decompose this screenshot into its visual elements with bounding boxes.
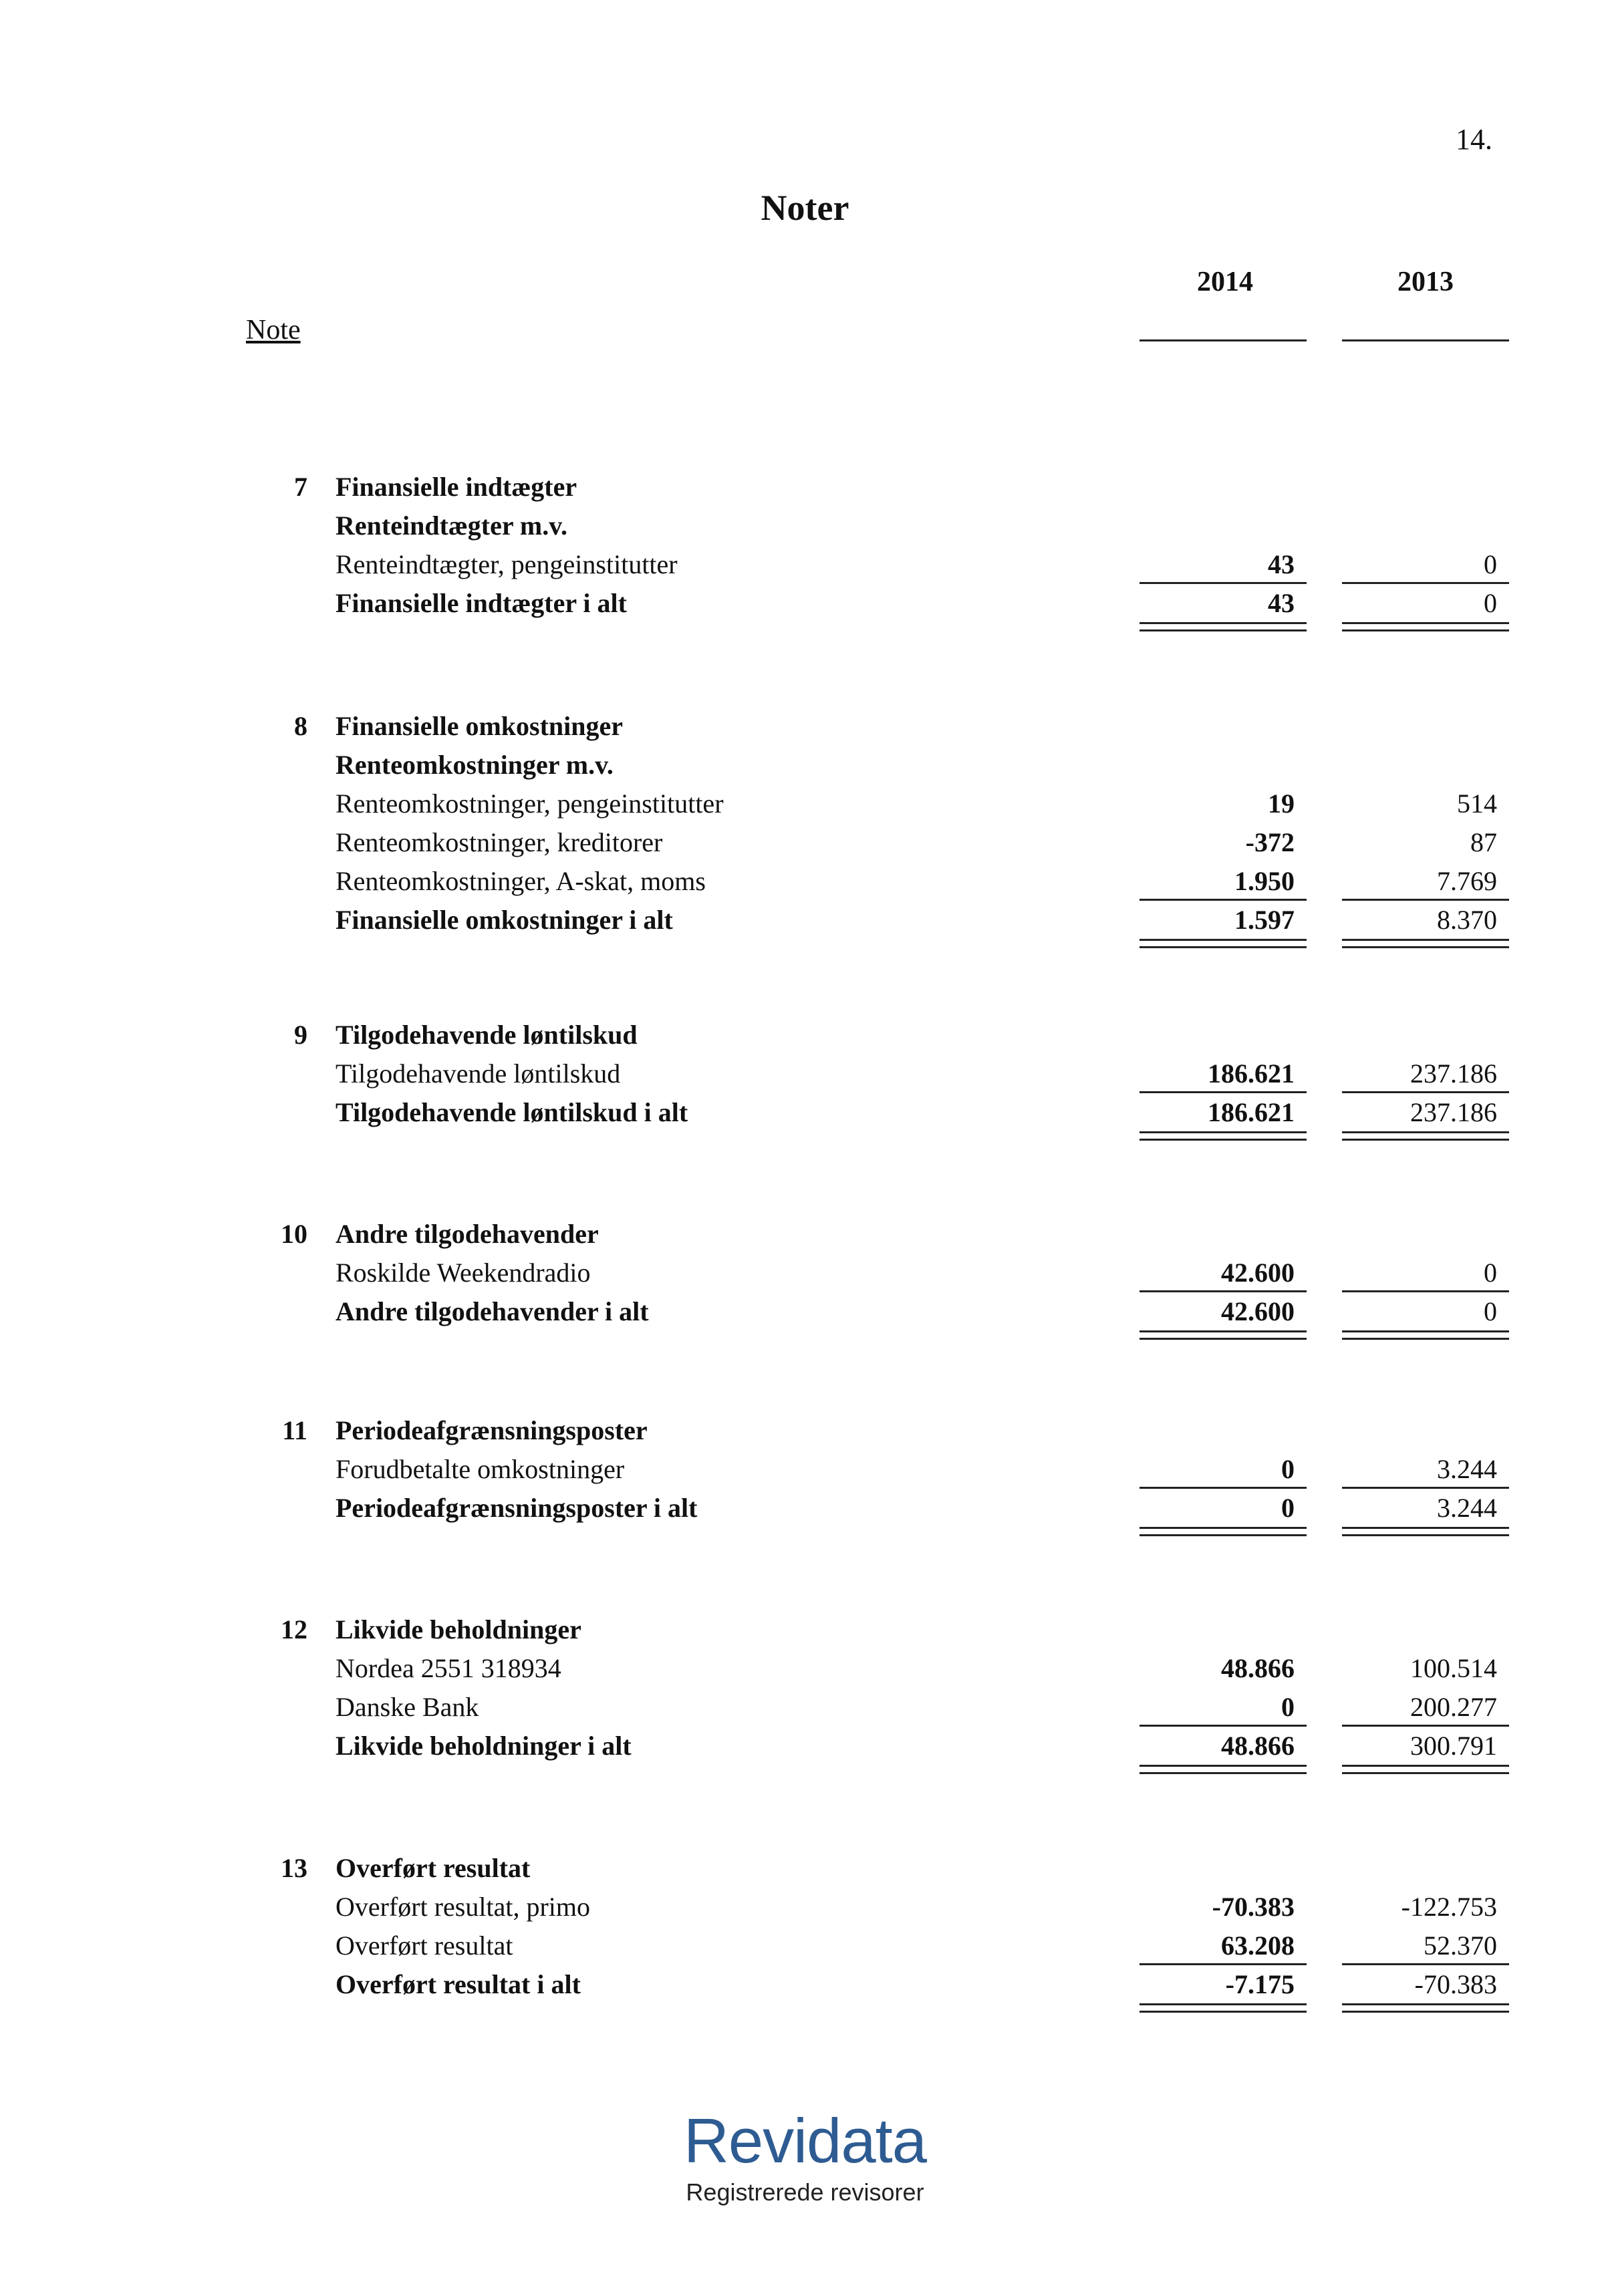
subtotal-rule-2014 xyxy=(1139,1487,1307,1489)
value-2014-text: 19 xyxy=(1268,788,1295,819)
value-2014 xyxy=(1139,510,1307,541)
value-2013-text: 0 xyxy=(1484,588,1497,618)
note-title: Likvide beholdninger xyxy=(336,1614,581,1644)
table-row xyxy=(0,1891,1610,1930)
row-label: Nordea 2551 318934 xyxy=(336,1653,561,1683)
value-2014 xyxy=(1139,1453,1307,1485)
note-column-header: Note xyxy=(246,315,301,345)
row-label: Renteomkostninger m.v. xyxy=(336,750,614,780)
row-label: Forudbetalte omkostninger xyxy=(336,1454,625,1484)
value-2013 xyxy=(1342,549,1509,580)
note-number: 10 xyxy=(281,1219,307,1249)
value-2013-text: 3.244 xyxy=(1437,1493,1497,1523)
value-2014-text: 48.866 xyxy=(1221,1731,1295,1761)
value-2013 xyxy=(1342,1730,1509,1761)
value-2014 xyxy=(1139,1296,1307,1327)
row-label: Renteomkostninger, kreditorer xyxy=(336,827,663,857)
total-rule-2013 xyxy=(1342,1527,1509,1536)
value-2013 xyxy=(1342,904,1509,936)
total-rule-2013 xyxy=(1342,622,1509,631)
table-row xyxy=(0,1730,1610,1769)
subtotal-rule-2014 xyxy=(1139,899,1307,901)
total-rule-2013 xyxy=(1342,1330,1509,1340)
value-2014-text: -70.383 xyxy=(1212,1892,1295,1922)
value-2013-text: 300.791 xyxy=(1410,1731,1497,1761)
value-2013-text: 237.186 xyxy=(1410,1097,1497,1127)
logo-wordmark: Revidata xyxy=(684,2106,926,2176)
value-2014-text: 186.621 xyxy=(1208,1097,1295,1127)
total-rule-2014 xyxy=(1139,622,1307,631)
note-number: 7 xyxy=(294,472,307,502)
value-2013 xyxy=(1342,1930,1509,1961)
value-2013-text: 514 xyxy=(1457,788,1497,819)
value-2014-text: -7.175 xyxy=(1225,1969,1295,1999)
total-rule-2013 xyxy=(1342,1765,1509,1774)
row-label: Finansielle indtægter i alt xyxy=(336,588,627,618)
value-2014 xyxy=(1139,549,1307,580)
subtotal-rule-2013 xyxy=(1342,1963,1509,1965)
note-title: Finansielle indtægter xyxy=(336,472,577,502)
value-2014-text: 0 xyxy=(1281,1493,1295,1523)
value-2014 xyxy=(1139,788,1307,819)
note-title: Tilgodehavende løntilskud xyxy=(336,1020,638,1050)
logo-tagline: Registrerede revisorer xyxy=(686,2178,924,2206)
row-label: Renteindtægter, pengeinstitutter xyxy=(336,549,678,579)
value-2013 xyxy=(1342,749,1509,780)
note-title: Andre tilgodehavender xyxy=(336,1219,599,1249)
table-row xyxy=(0,1296,1610,1334)
value-2014 xyxy=(1139,587,1307,619)
note-number: 13 xyxy=(281,1853,307,1883)
subtotal-rule-2014 xyxy=(1139,1290,1307,1292)
value-2014 xyxy=(1139,827,1307,858)
value-2013 xyxy=(1342,1453,1509,1485)
note-number: 11 xyxy=(282,1415,307,1445)
subtotal-rule-2013 xyxy=(1342,1091,1509,1093)
value-2014-text: 0 xyxy=(1281,1454,1295,1484)
row-label: Tilgodehavende løntilskud xyxy=(336,1058,621,1089)
value-2014-text: 43 xyxy=(1268,549,1295,579)
value-2014 xyxy=(1139,1891,1307,1922)
header-rule-2014 xyxy=(1139,339,1307,341)
row-label: Overført resultat, primo xyxy=(336,1892,590,1922)
row-label: Andre tilgodehavender i alt xyxy=(336,1296,649,1326)
value-2013 xyxy=(1342,587,1509,619)
value-2013 xyxy=(1342,1257,1509,1288)
table-row xyxy=(0,510,1610,549)
table-row xyxy=(0,1969,1610,2007)
row-label: Finansielle omkostninger i alt xyxy=(336,905,673,935)
value-2013 xyxy=(1342,510,1509,541)
table-row xyxy=(0,904,1610,943)
value-2014 xyxy=(1139,865,1307,897)
value-2013 xyxy=(1342,1653,1509,1684)
value-2014-text: 42.600 xyxy=(1221,1296,1295,1326)
total-rule-2013 xyxy=(1342,939,1509,948)
value-2014 xyxy=(1139,904,1307,936)
total-rule-2013 xyxy=(1342,2003,1509,2013)
value-2013 xyxy=(1342,788,1509,819)
value-2014 xyxy=(1139,1653,1307,1684)
column-header-2013: 2013 xyxy=(1397,267,1454,297)
value-2013 xyxy=(1342,827,1509,858)
total-rule-2014 xyxy=(1139,1527,1307,1536)
subtotal-rule-2013 xyxy=(1342,1725,1509,1727)
value-2014-text: 63.208 xyxy=(1221,1930,1295,1961)
value-2014 xyxy=(1139,1691,1307,1723)
table-row xyxy=(0,1492,1610,1531)
revidata-logo xyxy=(0,2105,1610,2206)
value-2013 xyxy=(1342,1492,1509,1524)
value-2014-text: 43 xyxy=(1268,588,1295,618)
value-2013-text: -122.753 xyxy=(1401,1892,1497,1922)
table-row xyxy=(0,587,1610,626)
page-number: 14. xyxy=(1456,123,1492,156)
value-2013 xyxy=(1342,1691,1509,1723)
value-2013 xyxy=(1342,1296,1509,1327)
row-label: Tilgodehavende løntilskud i alt xyxy=(336,1097,688,1127)
table-row xyxy=(0,749,1610,788)
value-2014 xyxy=(1139,1058,1307,1089)
value-2014-text: 0 xyxy=(1281,1692,1295,1722)
page-title: Noter xyxy=(761,188,849,228)
row-label: Renteindtægter m.v. xyxy=(336,511,567,541)
value-2014 xyxy=(1139,749,1307,780)
value-2013-text: 100.514 xyxy=(1410,1653,1497,1683)
subtotal-rule-2013 xyxy=(1342,899,1509,901)
subtotal-rule-2014 xyxy=(1139,1725,1307,1727)
value-2014 xyxy=(1139,1969,1307,2000)
total-rule-2014 xyxy=(1139,1330,1307,1340)
value-2014-text: 42.600 xyxy=(1221,1258,1295,1288)
subtotal-rule-2013 xyxy=(1342,1487,1509,1489)
value-2013 xyxy=(1342,865,1509,897)
value-2013 xyxy=(1342,1097,1509,1128)
total-rule-2014 xyxy=(1139,1765,1307,1774)
row-label: Danske Bank xyxy=(336,1692,479,1722)
value-2013 xyxy=(1342,1891,1509,1922)
note-number: 12 xyxy=(281,1614,307,1644)
row-label: Renteomkostninger, pengeinstitutter xyxy=(336,788,724,819)
row-label: Overført resultat i alt xyxy=(336,1969,581,1999)
total-rule-2013 xyxy=(1342,1131,1509,1141)
row-label: Roskilde Weekendradio xyxy=(336,1258,591,1288)
row-label: Overført resultat xyxy=(336,1930,513,1961)
value-2013 xyxy=(1342,1969,1509,2000)
value-2014 xyxy=(1139,1257,1307,1288)
total-rule-2014 xyxy=(1139,939,1307,948)
column-header-2014: 2014 xyxy=(1197,267,1253,297)
value-2013-text: 3.244 xyxy=(1437,1454,1497,1484)
value-2013-text: 0 xyxy=(1484,1296,1497,1326)
value-2014-text: 186.621 xyxy=(1208,1058,1295,1089)
subtotal-rule-2014 xyxy=(1139,582,1307,584)
value-2014-text: 1.950 xyxy=(1234,866,1295,896)
value-2013-text: 0 xyxy=(1484,1258,1497,1288)
table-row xyxy=(0,1653,1610,1691)
note-title: Overført resultat xyxy=(336,1853,531,1883)
value-2014-text: 1.597 xyxy=(1234,905,1295,935)
table-row xyxy=(0,788,1610,827)
note-number: 8 xyxy=(294,711,307,741)
value-2014-text: -372 xyxy=(1245,827,1295,857)
value-2013-text: 200.277 xyxy=(1410,1692,1497,1722)
value-2014-text: 48.866 xyxy=(1221,1653,1295,1683)
value-2013-text: 8.370 xyxy=(1437,905,1497,935)
total-rule-2014 xyxy=(1139,2003,1307,2013)
note-number: 9 xyxy=(294,1020,307,1050)
value-2013-text: 87 xyxy=(1470,827,1497,857)
row-label: Periodeafgrænsningsposter i alt xyxy=(336,1493,698,1523)
value-2014 xyxy=(1139,1492,1307,1524)
table-row xyxy=(0,827,1610,865)
total-rule-2014 xyxy=(1139,1131,1307,1141)
value-2014 xyxy=(1139,1730,1307,1761)
subtotal-rule-2013 xyxy=(1342,582,1509,584)
row-label: Renteomkostninger, A-skat, moms xyxy=(336,866,706,896)
subtotal-rule-2013 xyxy=(1342,1290,1509,1292)
subtotal-rule-2014 xyxy=(1139,1091,1307,1093)
note-title: Finansielle omkostninger xyxy=(336,711,624,741)
value-2014 xyxy=(1139,1930,1307,1961)
table-row xyxy=(0,1097,1610,1135)
value-2013-text: 237.186 xyxy=(1410,1058,1497,1089)
value-2013-text: -70.383 xyxy=(1414,1969,1497,1999)
header-rule-2013 xyxy=(1342,339,1509,341)
row-label: Likvide beholdninger i alt xyxy=(336,1731,632,1761)
value-2014 xyxy=(1139,1097,1307,1128)
subtotal-rule-2014 xyxy=(1139,1963,1307,1965)
value-2013-text: 0 xyxy=(1484,549,1497,579)
value-2013-text: 52.370 xyxy=(1424,1930,1497,1961)
note-title: Periodeafgrænsningsposter xyxy=(336,1415,648,1445)
value-2013 xyxy=(1342,1058,1509,1089)
value-2013-text: 7.769 xyxy=(1437,866,1497,896)
